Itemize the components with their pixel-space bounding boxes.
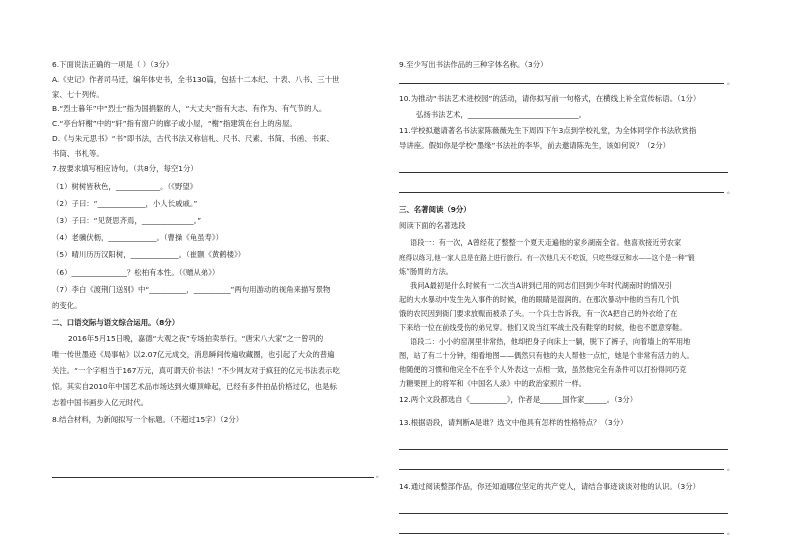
- q10-stem: 10.为推动“书法艺术进校园”的活动，请你拟写前一句格式，在横线上补全宣传标语。（1分）: [399, 94, 701, 103]
- q13-end-mark: 。: [727, 464, 734, 472]
- q7-line-5: （5）晴川历历汉阳树，_____________。（崔颢《黄鹤楼》）: [52, 250, 246, 259]
- q9-answer-line: [399, 83, 724, 84]
- excerpt-1-line-5: 起的大水暴动中发生先入事件的时候，他的眼睛是湿润的。在那次暴动中他的当有几个饥: [399, 295, 680, 304]
- q14-end-mark: 。: [727, 528, 734, 536]
- q11-line-1: 11.学校拟邀请著名书法家陈薇薇先生下周四下午3点到学校礼堂，为全体同学作书法欣赏指: [399, 126, 697, 135]
- q10-slogan: 弘扬书法艺术，______________________________。: [416, 110, 586, 119]
- q11-answer-line-2: [399, 192, 724, 193]
- excerpt-1-line-7: 下来给一位在前线受伤的弟兄穿。他们又说当红军战士没有鞋穿的时候，他也不愿意穿鞋。: [399, 323, 687, 332]
- q9-stem: 9.至少写出书法作品的三种字体名称。（3分）: [399, 60, 548, 69]
- section-3-heading: 三、名著阅读（9分）: [399, 205, 471, 214]
- q7-line-2: （2）子曰：“_____________，小人长戚戚。”: [52, 199, 198, 208]
- excerpt-2-line-4: 力糖果匣上的将军和《中国名人录》中的政治家照片一样。: [399, 379, 586, 388]
- excerpt-2-line-1: 语段二：小小的窑洞里非常热，他却把身子向床上一躺，脱下了裤子，向着墙上的军用地: [410, 337, 691, 346]
- q7-line-6: （6）_______________？松柏有本性。（《赠从弟》）: [52, 268, 220, 277]
- q14-answer-line-1: [399, 513, 728, 514]
- q8-answer-line: [52, 477, 374, 478]
- passage-line-3: 关注。“一个字相当于167万元，真可谓天价书法！”不少网友对于疯狂的亿元书法表示吃: [52, 366, 340, 375]
- q7-line-7: （7）李白《渡荆门送别》中“__________，__________”两句用游动的视角来描写景物: [52, 285, 331, 294]
- q6-option-c: C.“亭台轩榭”中的“轩”指有窗户的廊子或小屋，“榭”指建筑在台上的房屋。: [52, 119, 297, 128]
- excerpt-1-line-6: 饿的农民因到衙门要求放赈而被杀了头。一个兵士告诉我，有一次A把自己的外衣给了在: [399, 309, 678, 318]
- q13-answer-line-2: [399, 469, 724, 470]
- q6-option-b: B.“烈士暮年”中“烈士”指为国捐躯的人，“大丈夫”指有大志、有作为、有气节的人。: [52, 104, 327, 113]
- q6-stem: 6.下面说法正确的一项是（ ）（3分）: [52, 60, 174, 69]
- q7-line-3: （3）子曰：“见贤思齐焉，______________。”: [52, 216, 202, 225]
- passage-line-5: 志着中国书画步入亿元时代。: [52, 398, 149, 407]
- q7-line-1: （1）树树皆秋色，____________。（《野望》: [52, 182, 198, 191]
- passage-line-4: 惊。其实自2010年中国艺术品市场达到火爆顶峰起，已经有多件拍品价格过亿，也是标: [52, 382, 337, 391]
- excerpt-1-line-3: 炼”肠胃的方法。: [399, 267, 453, 276]
- passage-line-1: 2016年5月15日晚，嘉德“大观之夜”专场拍卖举行。“唐宋八大家”之一曾巩的: [68, 334, 324, 343]
- q11-end-mark: 。: [727, 187, 734, 195]
- section-2-heading: 二、口语交际与语文综合运用。（8分）: [52, 318, 180, 327]
- q11-answer-line-1: [399, 172, 728, 173]
- passage-line-2: 唯一传世墨迹《局事帖》以2.07亿元成交，消息瞬间传遍收藏圈，也引起了大众的普遍: [52, 350, 335, 359]
- q8-stem: 8.结合材料，为新闻拟写一个标题。（不超过15字）（2分）: [52, 415, 244, 424]
- excerpt-2-line-3: 他随便的习惯和他完全不在乎个人外表这一点相一致，虽然他完全有条件可以打扮得同巧克: [399, 365, 687, 374]
- excerpt-1-line-1: 语段一：有一次，A曾经花了整整一个夏天走遍他的家乡湖南全省。他喜欢接近劳农家: [410, 238, 682, 247]
- q7-stem: 7.按要求填写相应诗句。（共8分，每空1分）: [52, 164, 198, 173]
- q7-line-4: （4）老骥伏枥，_____________。（曹操《龟虽寿》）: [52, 233, 223, 242]
- reading-intro: 阅读下面的名著选段: [399, 221, 466, 230]
- q12-stem: 12.两个文段都选自《__________》，作者是______国作家______。（3分）: [399, 395, 638, 404]
- q7-line-8: 的变化。: [52, 301, 82, 310]
- q13-answer-line-1: [399, 449, 728, 450]
- q6-option-d-cont: 书筒、书札等。: [52, 149, 104, 158]
- excerpt-1-line-4: 我问A最初是什么时候有一二次当A讲到已用的同志们回到少年时代湖南时的情况引: [410, 281, 672, 290]
- q13-stem: 13.根据语段，请判断A是谁？选文中他具有怎样的性格特点？（3分）: [399, 418, 628, 427]
- q6-option-d: D.《与朱元思书》“书”即书法，古代书法又称信札、尺书、尺素、书简、书函、书束、: [52, 134, 334, 143]
- q14-stem: 14.通过阅读整部作品，你还知道哪位坚定的共产党人，请结合事迹谈谈对他的认识。（3分）: [399, 482, 700, 491]
- excerpt-1-line-2: 庭得以练习,他一家人总是在路上进行旅行。有一次他几天不吃饭，只吃些绿豆和水——这个是一种“锻: [399, 254, 695, 262]
- excerpt-2-line-2: 图，站了有二十分钟，细看地图——偶然只有他的夫人帮他一点忙，她是个非常有活力的人。: [399, 351, 694, 360]
- q14-answer-line-2: [399, 533, 724, 534]
- q11-line-2: 导讲座。假如你是学校“墨缘”书法社的李华，前去邀请陈先生，该如何说？（2分）: [399, 141, 671, 150]
- q9-end-mark: 。: [727, 78, 734, 86]
- q6-option-a-cont: 家、七十列传。: [52, 90, 104, 99]
- q8-end-mark: 。: [376, 471, 383, 479]
- q6-option-a: A.《史记》作者司马迁，编年体史书，全书130篇，包括十二本纪、十表、八书、三十世: [52, 75, 340, 84]
